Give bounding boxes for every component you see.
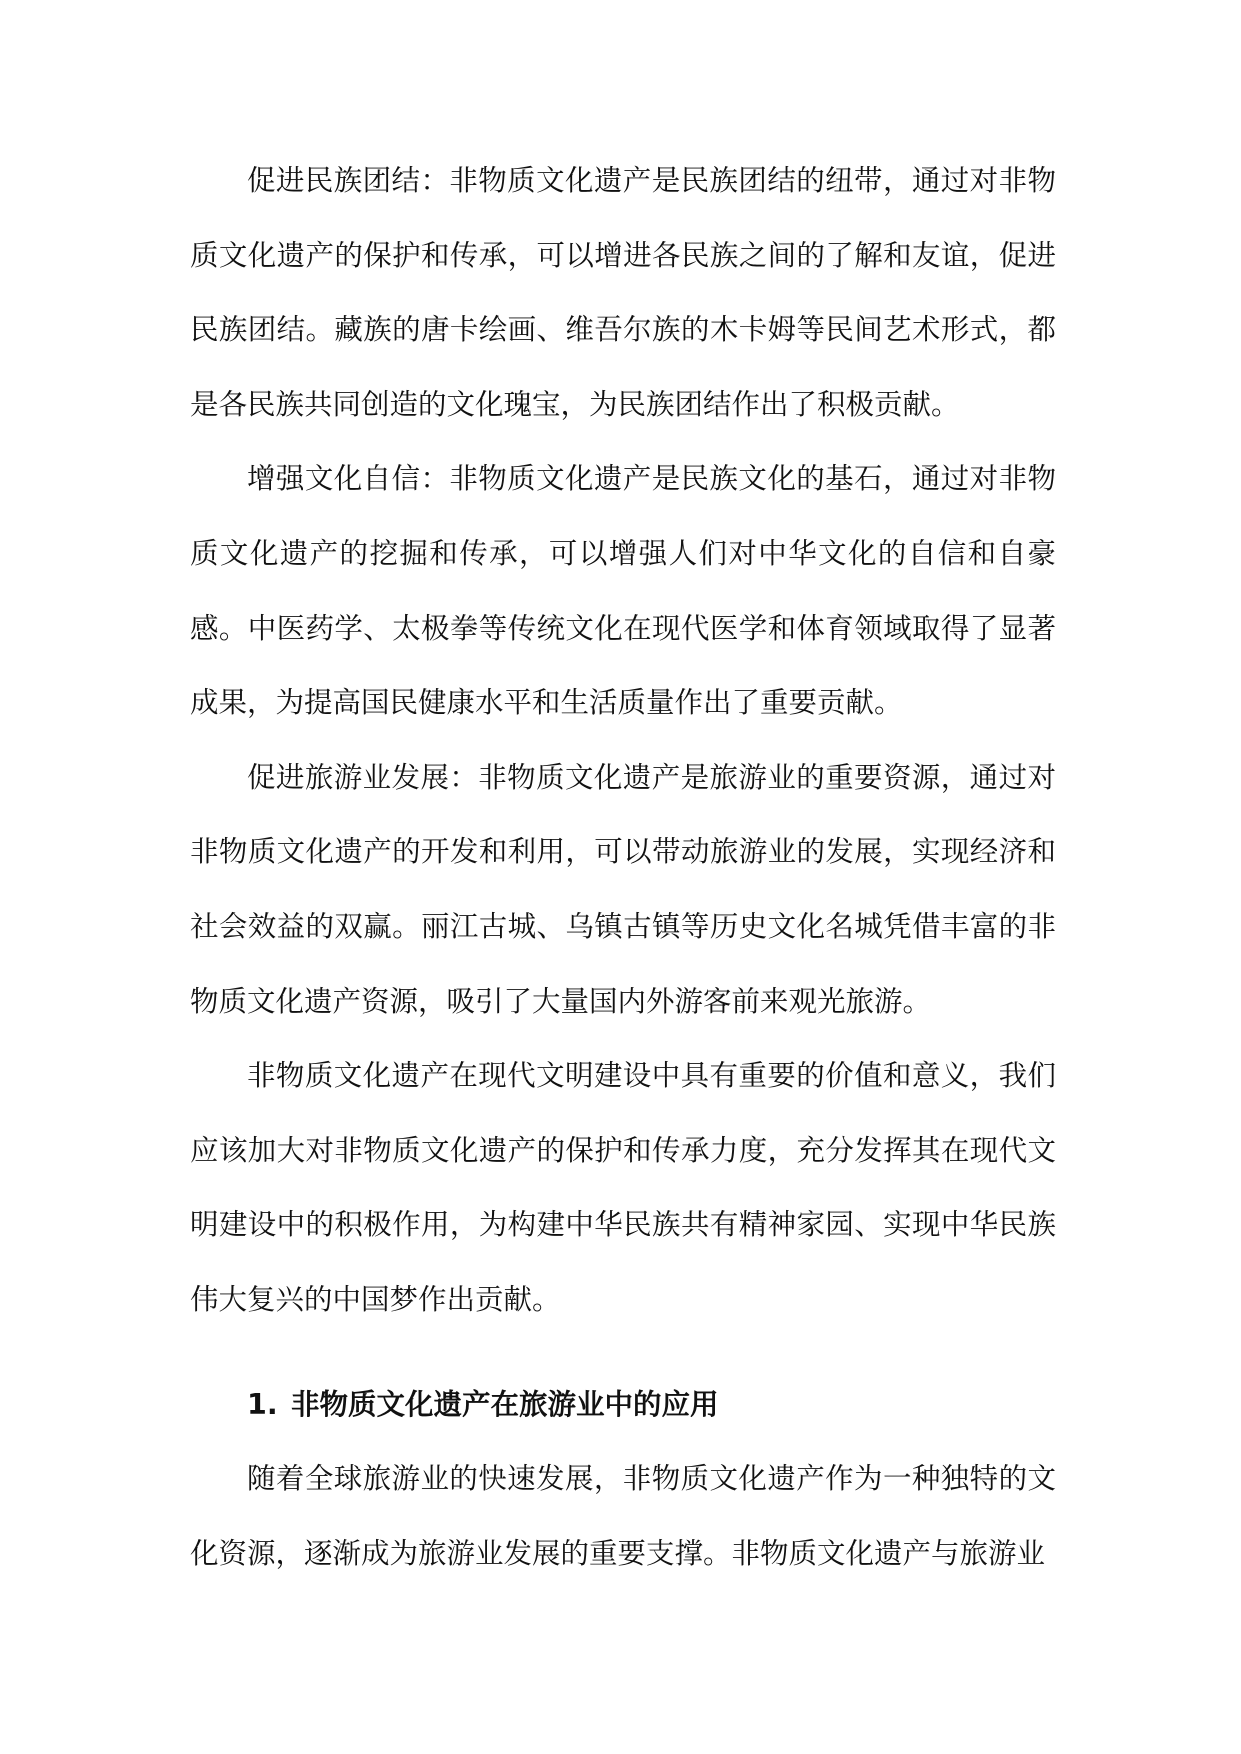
paragraph-conclusion: 非物质文化遗产在现代文明建设中具有重要的价值和意义，我们应该加大对非物质文化遗产的保护和传承力度，充分发挥其在现代文明建设中的积极作用，为构建中华民族共有精神家园、实现中华民族伟大复兴的中国梦作出贡献。	[190, 1059, 1056, 1316]
paragraph-tourism-intro: 随着全球旅游业的快速发展，非物质文化遗产作为一种独特的文化资源，逐渐成为旅游业发展的重要支撑。非物质文化遗产与旅游业	[190, 1462, 1056, 1570]
section-number: 1.	[247, 1387, 278, 1421]
section-heading	[190, 1368, 1056, 1443]
section-title: 非物质文化遗产在旅游业中的应用	[291, 1387, 719, 1421]
paragraph-tourism-development: 促进旅游业发展：非物质文化遗产是旅游业的重要资源，通过对非物质文化遗产的开发和利用，可以带动旅游业的发展，实现经济和社会效益的双赢。丽江古城、乌镇古镇等历史文化名城凭借丰富的非物质文化遗产资源，吸引了大量国内外游客前来观光旅游。	[190, 760, 1056, 1018]
document-body	[190, 144, 1056, 1591]
paragraph-ethnic-unity: 促进民族团结：非物质文化遗产是民族团结的纽带，通过对非物质文化遗产的保护和传承，可以增进各民族之间的了解和友谊，促进民族团结。藏族的唐卡绘画、维吾尔族的木卡姆等民间艺术形式，都是各民族共同创造的文化瑰宝，为民族团结作出了积极贡献。	[190, 164, 1056, 421]
paragraph-cultural-confidence: 增强文化自信：非物质文化遗产是民族文化的基石，通过对非物质文化遗产的挖掘和传承，可以增强人们对中华文化的自信和自豪感。中医药学、太极拳等传统文化在现代医学和体育领域取得了显著成果，为提高国民健康水平和生活质量作出了重要贡献。	[190, 462, 1056, 720]
